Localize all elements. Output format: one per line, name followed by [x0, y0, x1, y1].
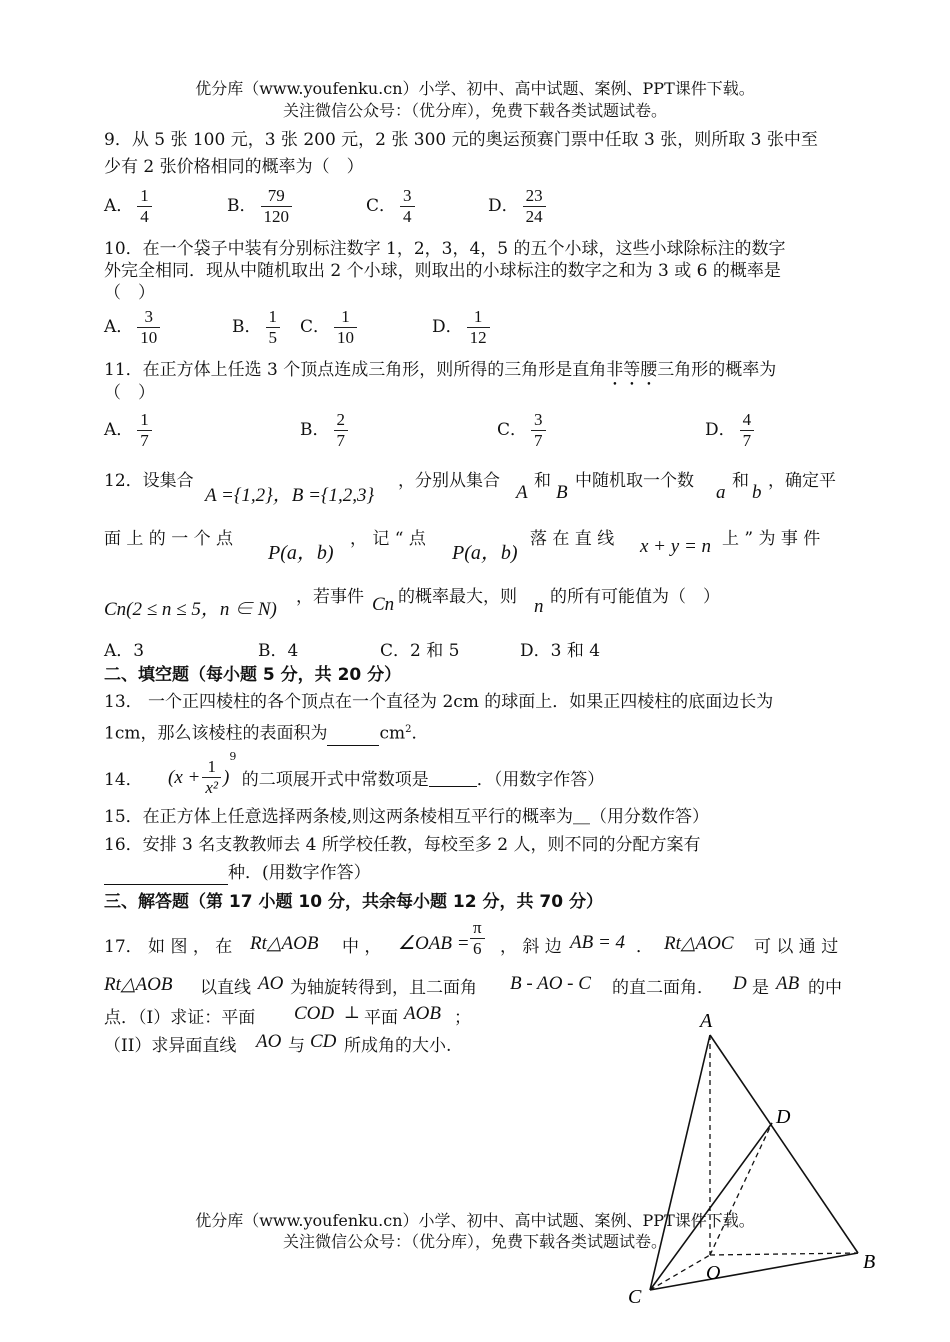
q15-line: 15．在正方体上任意选择两条棱,则这两条棱相互平行的概率为＿（用分数作答） [104, 807, 710, 827]
q17-dihedral: B - AO - C [510, 973, 591, 994]
q17-l3b: 平面 [364, 1008, 398, 1028]
q17-l4a: （II）求异面直线 [104, 1036, 237, 1056]
q11-emphasis: 非等腰 [606, 360, 658, 380]
q12-Pab: P(a，b) [268, 542, 334, 564]
q17-rt1: Rt△AOB [250, 933, 319, 954]
vertex-label-O: O [706, 1262, 721, 1284]
q10-option-a[interactable]: A． $\frac{3}{10}$ [104, 307, 164, 348]
q14-answer-blank[interactable] [429, 768, 477, 787]
q12-he1: 和 [534, 471, 551, 491]
q12-line-eq: x + y = n [640, 536, 712, 557]
q9-option-c[interactable]: C． $\frac{3}{4}$ [366, 186, 419, 227]
q12-l3c: 的所有可能值为（ ） [550, 587, 720, 607]
q9-line-1: 9．从 5 张 100 元，3 张 200 元，2 张 300 元的奥运预赛门票中任取 3 张，则所取 3 张中至 [104, 130, 818, 150]
q17-AB: AB [776, 973, 800, 994]
q17-l4b: 与 [288, 1036, 305, 1056]
q17-rt2: Rt△AOC [664, 933, 734, 954]
q11-line-2: （ ） [104, 383, 155, 403]
q17-l1a: 17． 如 图 ， 在 [104, 937, 233, 957]
q10-option-d[interactable]: D． $\frac{1}{12}$ [432, 307, 494, 348]
q12-Cn: Cn(2 ≤ n ≤ 5，n ∈ N) [104, 599, 277, 620]
q16-answer-blank[interactable] [104, 860, 228, 885]
header-line-2: 关注微信公众号：（优分库），免费下载各类试题试卷。 [282, 101, 667, 120]
q12-l2d: 上 ” 为 事 件 [722, 529, 821, 549]
q12-option-d[interactable]: D．3 和 4 [520, 641, 601, 661]
q11-option-c[interactable]: C． $\frac{3}{7}$ [497, 410, 550, 451]
q12-p2: ，分别从集合 [398, 471, 500, 491]
q17-l2b: 为轴旋转得到，且二面角 [290, 978, 477, 998]
q9-line-2: 少有 2 张价格相同的概率为（ ） [104, 157, 364, 177]
q17-CD: CD [310, 1031, 337, 1052]
q10-option-c[interactable]: C． $\frac{1}{10}$ [300, 307, 361, 348]
q17-AO2: AO [256, 1031, 282, 1052]
q17-D: D [733, 973, 747, 994]
q10-line-1: 10．在一个袋子中装有分别标注数字 1，2，3，4，5 的五个小球，这些小球除标注的数字 [104, 239, 786, 259]
q16-line-2: 种．(用数字作答） [104, 860, 371, 885]
q12-a: a [716, 482, 726, 503]
q12-sets: A ={1,2}，B ={1,2,3} [205, 485, 375, 506]
q16-line-1: 16．安排 3 名支教教师去 4 所学校任教，每校至多 2 人，则不同的分配方案有 [104, 835, 701, 855]
q12-B: B [556, 482, 568, 503]
q10-line-3: （ ） [104, 283, 155, 303]
q17-AOB: AOB [404, 1003, 441, 1024]
section-2-heading: 二、填空题（每小题 5 分，共 20 分） [104, 665, 402, 685]
q12-A: A [516, 482, 528, 503]
vertex-label-A: A [700, 1010, 713, 1032]
q17-l2d: 是 [752, 978, 769, 998]
q17-l1b: 中 ， [342, 937, 382, 957]
q12-he2: 和 [732, 471, 749, 491]
q12-l2b: ， 记 “ 点 [350, 529, 426, 549]
q12-l3a: ，若事件 [296, 587, 364, 607]
q9-option-d[interactable]: D． $\frac{23}{24}$ [488, 186, 550, 227]
q13-answer-blank[interactable] [327, 721, 379, 746]
q17-l4c: 所成角的大小. [344, 1036, 452, 1056]
q17-l1e: 可 以 通 过 [754, 937, 839, 957]
vertex-label-B: B [863, 1251, 876, 1273]
q9-option-a[interactable]: A． $\frac{1}{4}$ [104, 186, 156, 227]
q14-line: 14． (x + $\frac{1}{\text{x²}}$ )$^9$ 的二项展开式中常数项是 ．（用数字作答） [104, 750, 605, 797]
vertex-label-C: C [628, 1286, 642, 1308]
q17-COD: COD [294, 1003, 335, 1024]
q17-l2a: 以直线 [200, 978, 251, 998]
q12-l2c: 落 在 直 线 [530, 529, 615, 549]
q11-line-1: 11．在正方体上任选 3 个顶点连成三角形，则所得的三角形是直角非等腰三角形的概率为 [104, 360, 777, 380]
q12-option-a[interactable]: A．3 [104, 641, 145, 661]
q11-option-d[interactable]: D． $\frac{4}{7}$ [705, 410, 758, 451]
q12-Pab2: P(a，b) [452, 542, 518, 564]
q13-line-2: 1cm，那么该棱柱的表面积为 $cm^2$． [104, 718, 429, 746]
q13-line-1: 13． 一个正四棱柱的各个顶点在一个直径为 2cm 的球面上．如果正四棱柱的底面边长为 [104, 692, 774, 712]
q10-line-2: 外完全相同．现从中随机取出 2 个小球，则取出的小球标注的数字之和为 3 或 6 的概率是 [104, 261, 781, 281]
header-line-1: 优分库（www.youfenku.cn）小学、初中、高中试题、案例、PPT课件下载。 [195, 79, 755, 98]
q12-n: n [534, 596, 544, 617]
q12-b: b [752, 482, 762, 503]
q17-rt3: Rt△AOB [104, 974, 173, 995]
q9-option-b[interactable]: B． $\frac{79}{120}$ [227, 186, 296, 227]
q11-option-a[interactable]: A． $\frac{1}{7}$ [104, 410, 156, 451]
q17-l3a: 点．（I）求证：平面 [104, 1008, 256, 1028]
q10-option-b[interactable]: B． $\frac{1}{5}$ [232, 307, 284, 348]
q17-perp: ⊥ [344, 1003, 360, 1023]
q17-pi-over-6: $\frac{\pi}{6}$ [470, 918, 485, 959]
vertex-label-D: D [776, 1106, 791, 1128]
q17-l1d: ． [636, 937, 653, 957]
footer-line-2: 关注微信公众号：（优分库），免费下载各类试题试卷。 [282, 1232, 667, 1251]
q12-p4: ，确定平 [768, 471, 836, 491]
q17-l2e: 的中 [808, 978, 842, 998]
q17-angle: ∠OAB = [398, 933, 470, 954]
q17-l1c: ， 斜 边 [500, 937, 562, 957]
q17-l2c: 的直二面角． [612, 978, 714, 998]
q11-option-b[interactable]: B． $\frac{2}{7}$ [300, 410, 352, 451]
q12-p3: 中随机取一个数 [575, 471, 694, 491]
q12-p1: 12．设集合 [104, 471, 194, 491]
q17-ab4: AB = 4 [570, 932, 626, 953]
q12-l2a: 面 上 的 一 个 点 [104, 529, 234, 549]
q17-l3c: ； [454, 1008, 471, 1028]
q12-Cn2: Cn [372, 594, 395, 615]
tetrahedron-figure [620, 1005, 890, 1310]
q12-l3b: 的概率最大，则 [398, 587, 517, 607]
section-3-heading: 三、解答题（第 17 小题 10 分，共余每小题 12 分，共 70 分） [104, 892, 603, 912]
footer-line-1: 优分库（www.youfenku.cn）小学、初中、高中试题、案例、PPT课件下载。 [195, 1211, 755, 1230]
edge-OB [710, 1253, 858, 1255]
q12-option-c[interactable]: C．2 和 5 [380, 641, 460, 661]
q17-AO: AO [258, 973, 284, 994]
q12-option-b[interactable]: B．4 [258, 641, 299, 661]
